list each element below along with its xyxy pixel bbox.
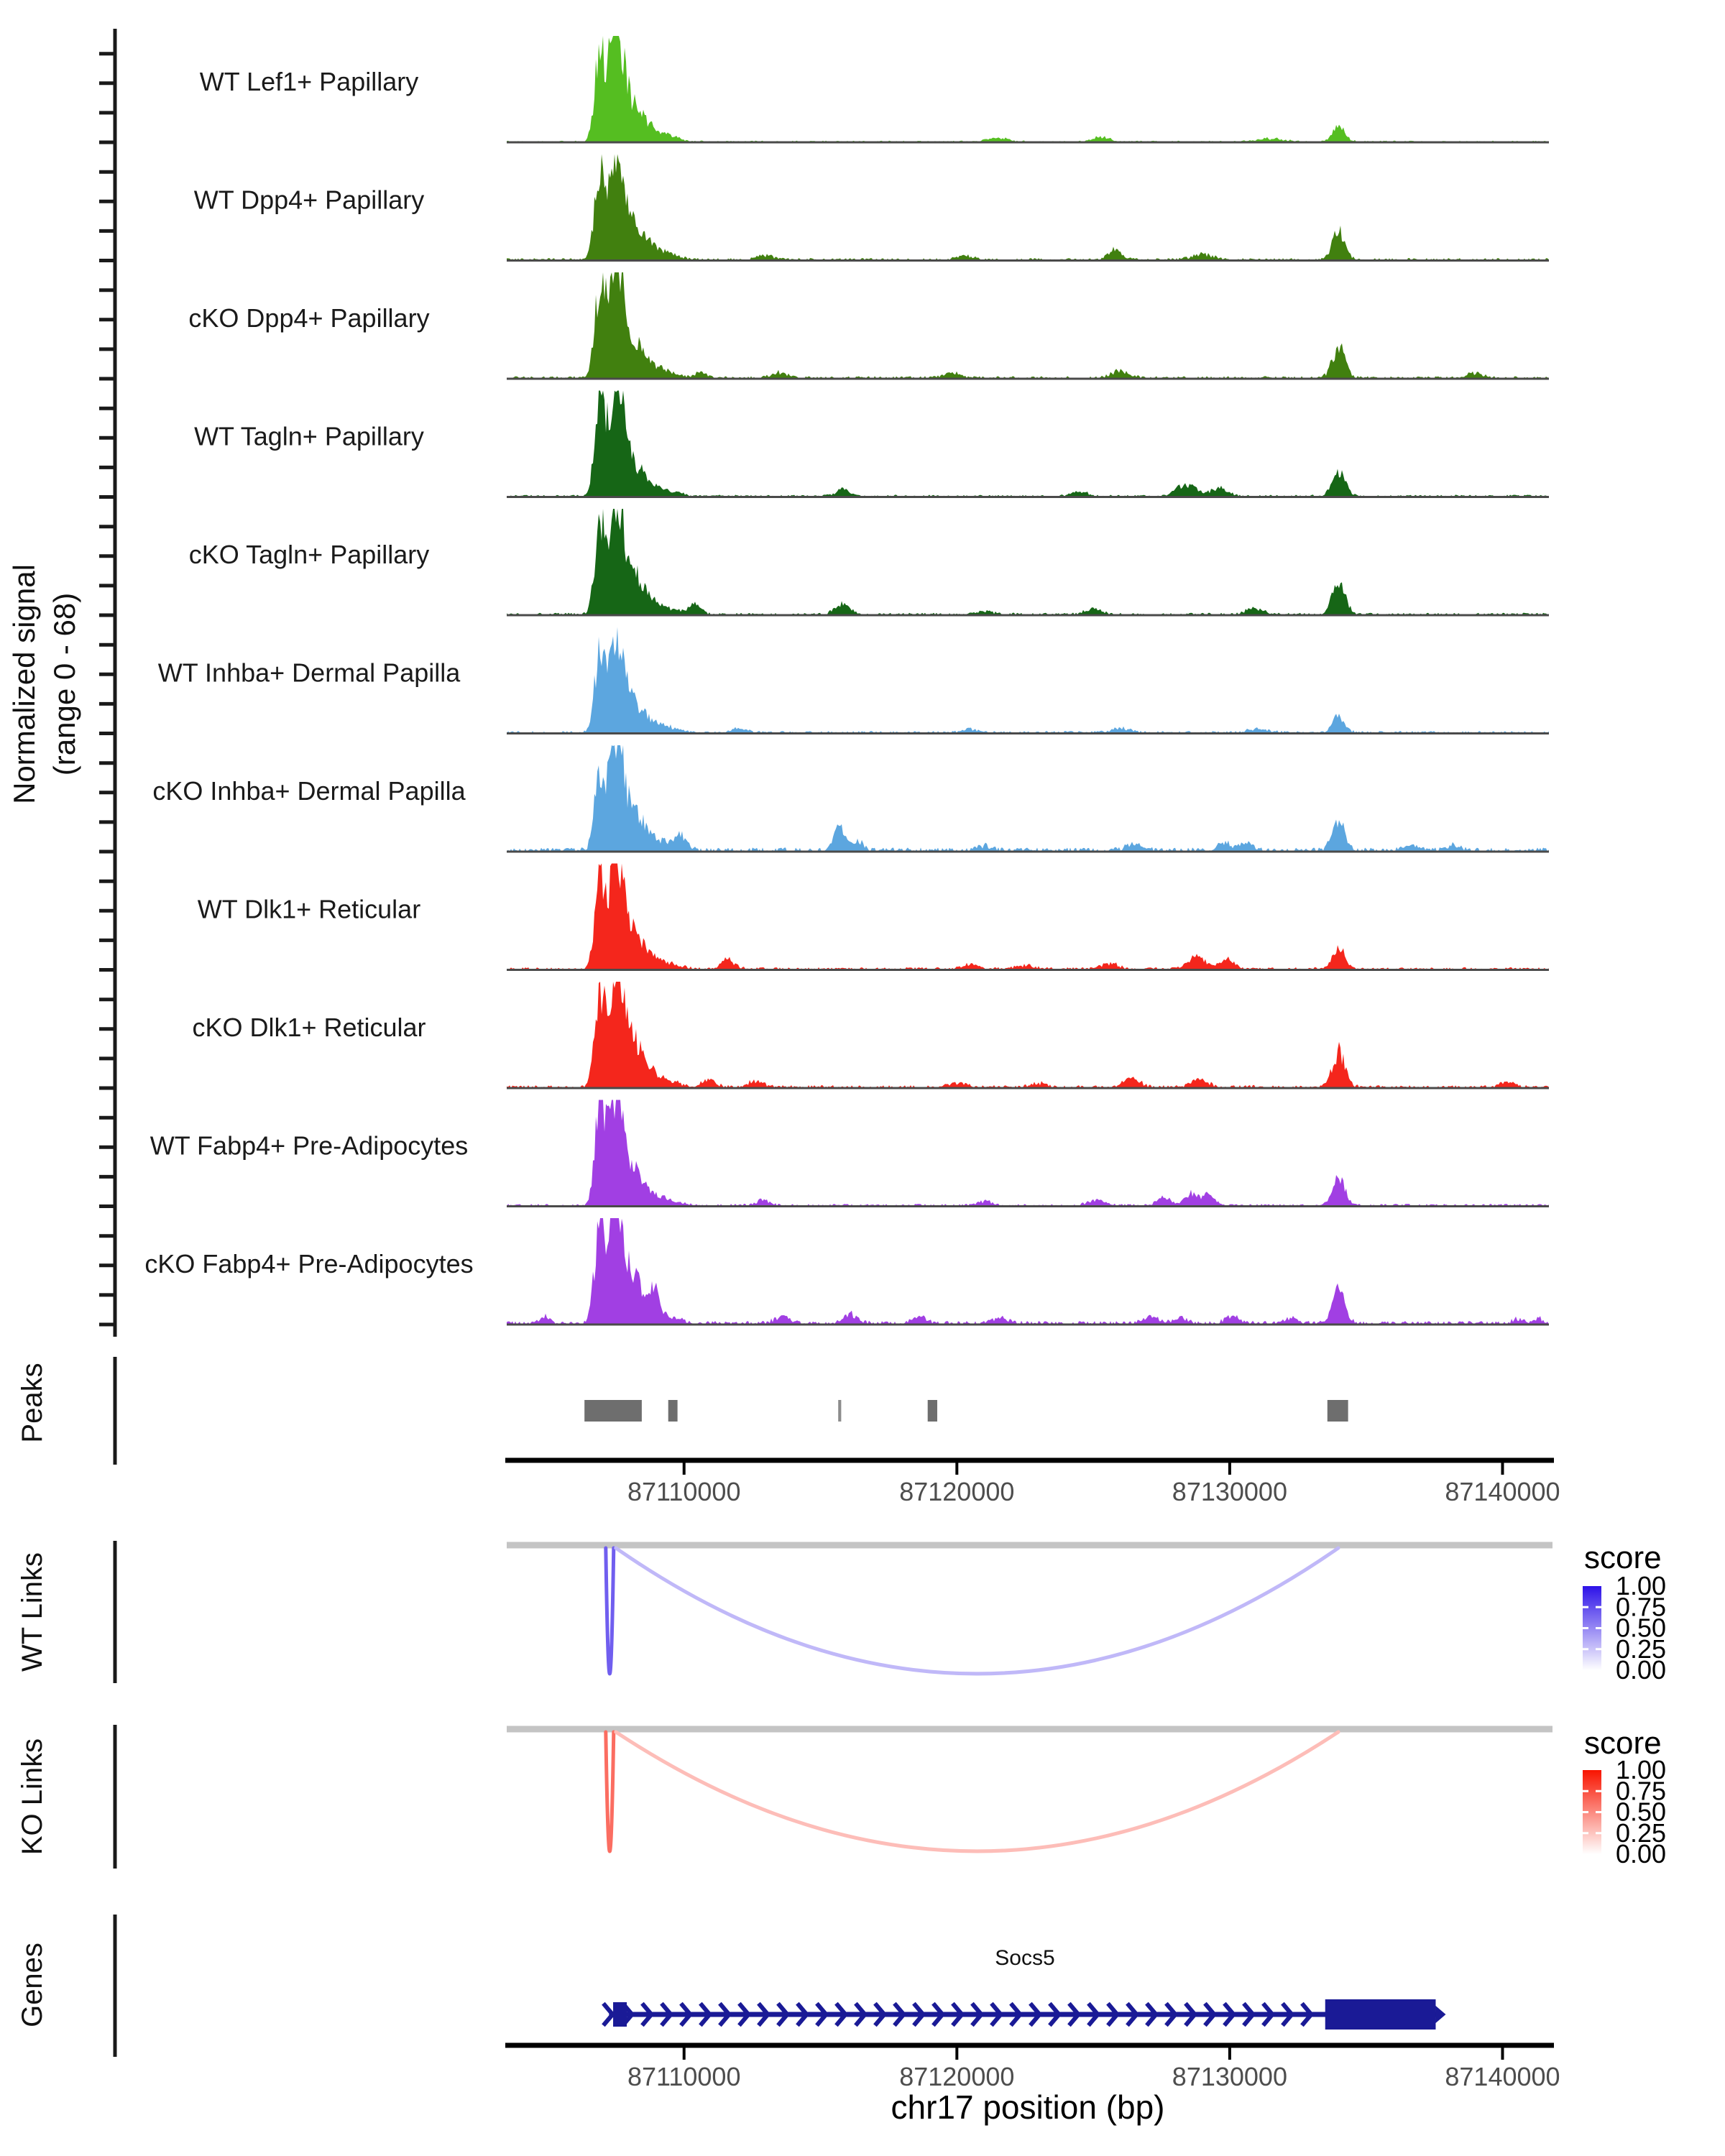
track-label: WT Fabp4+ Pre-Adipocytes bbox=[150, 1130, 469, 1161]
coverage-track bbox=[194, 155, 1549, 261]
track-label: cKO Tagln+ Papillary bbox=[188, 540, 430, 569]
link-arc bbox=[606, 1732, 614, 1851]
legend-tick-label: 0.00 bbox=[1616, 1839, 1667, 1869]
peaks-interval bbox=[584, 1400, 642, 1422]
coverage-track bbox=[152, 745, 1549, 852]
track-label: cKO Dlk1+ Reticular bbox=[192, 1013, 426, 1042]
coverage-track bbox=[150, 1100, 1549, 1207]
coverage-track bbox=[158, 627, 1549, 734]
coverage-tracks bbox=[144, 36, 1549, 1325]
ko-links-track bbox=[507, 1729, 1666, 1869]
gene-track bbox=[604, 1999, 1445, 2030]
wt-score-legend-title: score bbox=[1584, 1540, 1662, 1575]
ko-score-legend-title: score bbox=[1584, 1726, 1662, 1761]
gene-label: Socs5 bbox=[995, 1946, 1055, 1970]
track-label: WT Tagln+ Papillary bbox=[194, 421, 424, 451]
coverage-area bbox=[507, 982, 1549, 1088]
gene-exon-box bbox=[1325, 1999, 1436, 2030]
peaks-interval bbox=[668, 1400, 678, 1422]
coverage-track bbox=[198, 864, 1549, 970]
legend-tick-label: 1.00 bbox=[1616, 1571, 1667, 1600]
peaks-interval bbox=[838, 1400, 841, 1422]
axis-tick-label: 87140000 bbox=[1445, 2062, 1560, 2091]
coverage-area bbox=[507, 1218, 1549, 1325]
coverage-area bbox=[507, 745, 1549, 852]
track-label: WT Dlk1+ Reticular bbox=[197, 894, 421, 924]
coverage-area bbox=[507, 36, 1549, 142]
y-axis-label-line2: (range 0 - 68) bbox=[47, 592, 81, 776]
legend-tick-label: 0.75 bbox=[1616, 1592, 1667, 1622]
legend-tick-label: 1.00 bbox=[1616, 1755, 1667, 1784]
coverage-track bbox=[194, 391, 1549, 497]
x-axis-title: chr17 position (bp) bbox=[891, 2088, 1165, 2126]
coverage-track bbox=[144, 1218, 1549, 1325]
gene-utr-box bbox=[613, 2002, 627, 2027]
axis-tick-label: 87110000 bbox=[627, 2062, 741, 2091]
legend-tick-label: 0.25 bbox=[1616, 1818, 1667, 1848]
track-label: cKO Fabp4+ Pre-Adipocytes bbox=[144, 1249, 474, 1279]
coverage-track bbox=[189, 509, 1549, 615]
gene-end-arrow bbox=[1435, 2006, 1445, 2023]
peaks-interval bbox=[1328, 1400, 1348, 1422]
track-label: WT Lef1+ Papillary bbox=[199, 67, 419, 96]
axis-tick-label: 87130000 bbox=[1172, 2062, 1287, 2091]
axis-tick-label: 87110000 bbox=[627, 1477, 741, 1506]
axis-tick-label: 87130000 bbox=[1172, 1477, 1287, 1506]
genome-axis-top bbox=[505, 1460, 1560, 1506]
section-label-wt-links: WT Links bbox=[17, 1552, 48, 1672]
axis-tick-label: 87140000 bbox=[1445, 1477, 1560, 1506]
coverage-area bbox=[507, 391, 1549, 497]
legend-tick-label: 0.75 bbox=[1616, 1776, 1667, 1806]
axis-tick-label: 87120000 bbox=[899, 1477, 1015, 1506]
legend-tick-label: 0.25 bbox=[1616, 1634, 1667, 1664]
track-label: cKO Inhba+ Dermal Papilla bbox=[152, 776, 466, 806]
link-arc bbox=[616, 1548, 1338, 1674]
coverage-track bbox=[200, 36, 1549, 142]
link-arc bbox=[606, 1548, 614, 1674]
legend-tick-label: 0.50 bbox=[1616, 1613, 1667, 1643]
genome-axis-bottom bbox=[505, 2045, 1560, 2091]
coverage-area bbox=[507, 272, 1549, 379]
coverage-area bbox=[507, 509, 1549, 615]
section-label-ko-links: KO Links bbox=[17, 1738, 48, 1856]
section-label-genes: Genes bbox=[17, 1943, 48, 2027]
gene-strand-chevron bbox=[604, 2005, 612, 2024]
axis-tick-label: 87120000 bbox=[899, 2062, 1015, 2091]
peaks-interval bbox=[928, 1400, 937, 1422]
track-label: WT Inhba+ Dermal Papilla bbox=[157, 658, 461, 688]
coverage-area bbox=[507, 155, 1549, 261]
coverage-track bbox=[188, 272, 1549, 379]
signal-y-ruler bbox=[99, 29, 115, 1337]
track-label: WT Dpp4+ Papillary bbox=[193, 185, 425, 215]
section-label-peaks: Peaks bbox=[17, 1363, 48, 1443]
coverage-area bbox=[507, 864, 1549, 970]
legend-tick-label: 0.00 bbox=[1616, 1655, 1667, 1685]
y-axis-label-line1: Normalized signal bbox=[7, 564, 41, 804]
wt-links-track bbox=[507, 1545, 1666, 1685]
coverage-area bbox=[507, 627, 1549, 734]
peaks-track bbox=[584, 1400, 1348, 1422]
coverage-area bbox=[507, 1100, 1549, 1207]
link-arc bbox=[616, 1732, 1338, 1851]
track-label: cKO Dpp4+ Papillary bbox=[188, 303, 430, 333]
coverage-track bbox=[192, 982, 1549, 1088]
legend-tick-label: 0.50 bbox=[1616, 1797, 1667, 1827]
